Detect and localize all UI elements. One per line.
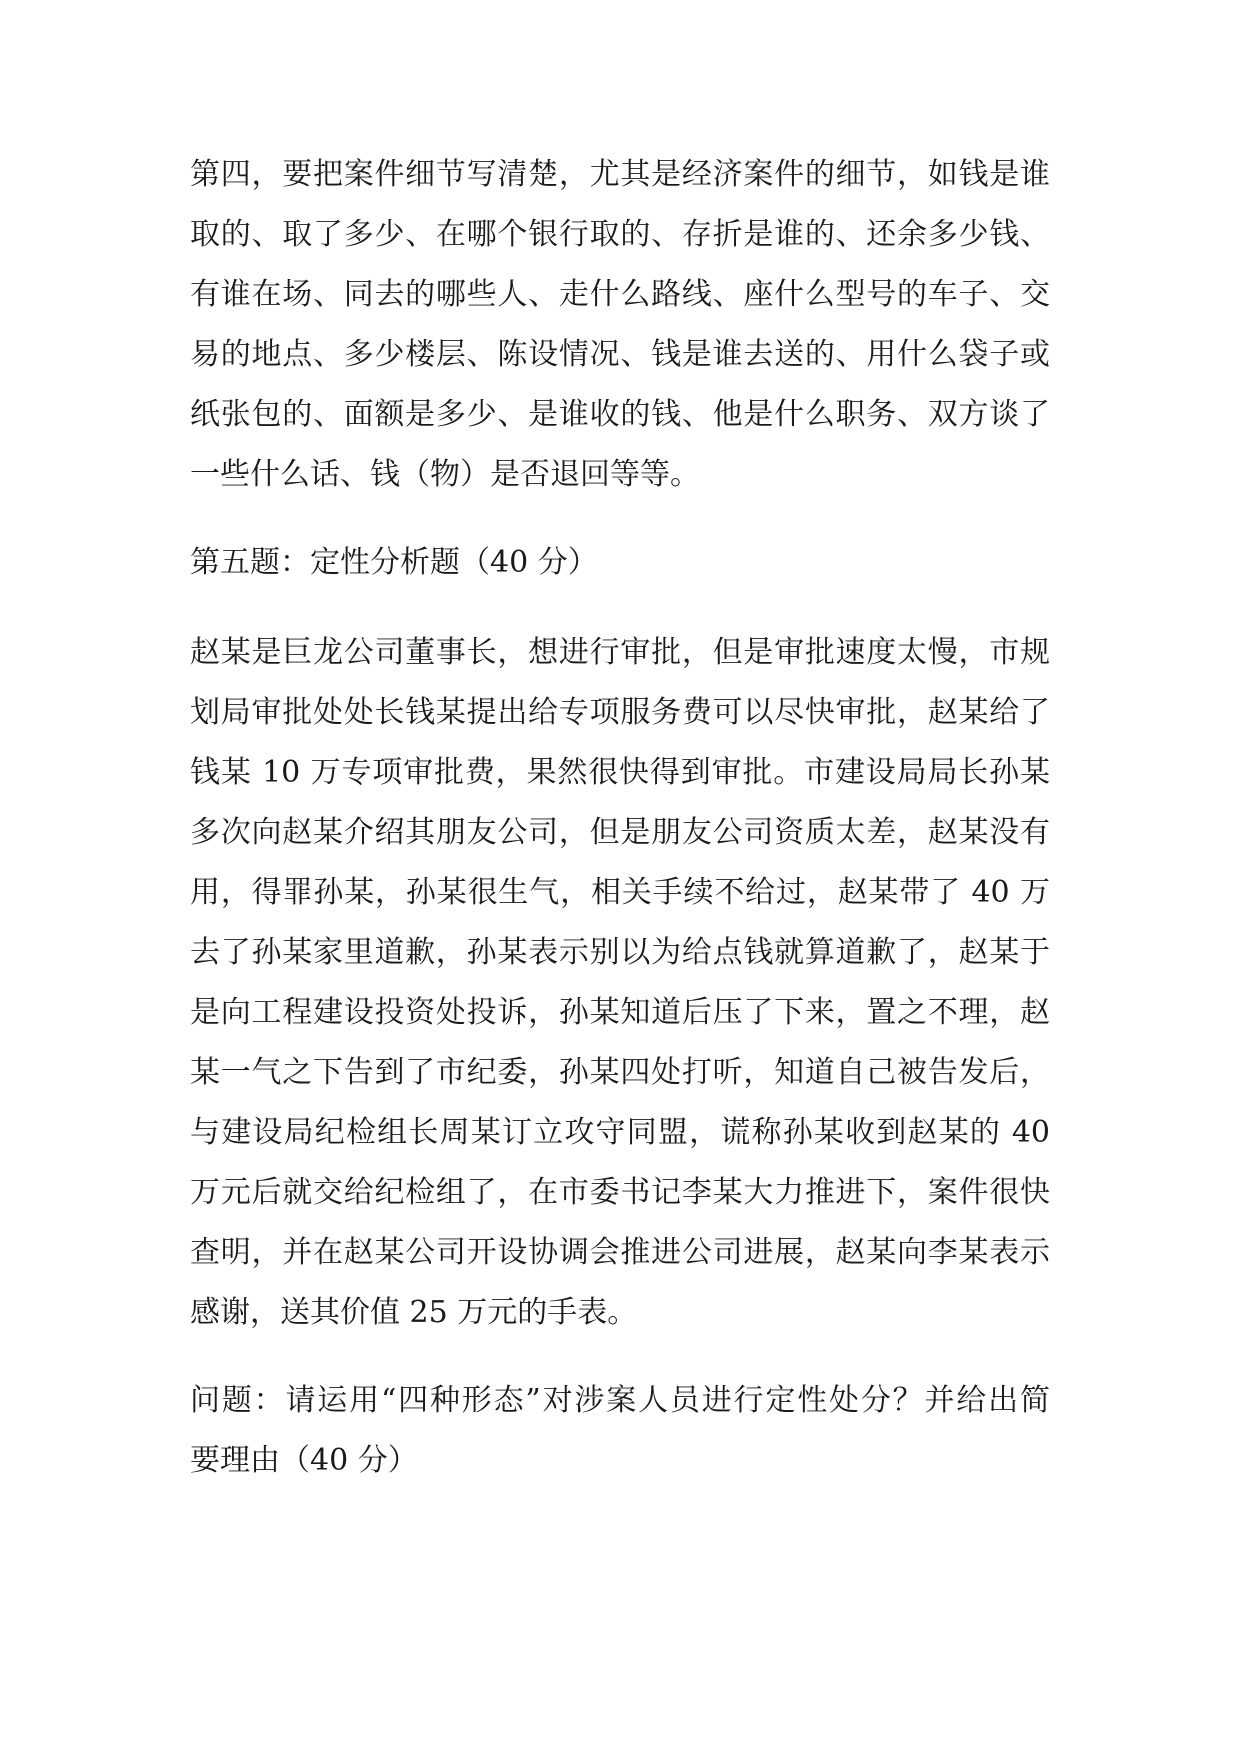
text-line: 万元后就交给纪检组了，在市委书记李某大力推进下，案件很快: [190, 1175, 1050, 1210]
text-line: 一些什么话、钱（物）是否退回等等。: [190, 457, 700, 492]
heading-text: 第五题：定性分析题（40 分）: [190, 545, 598, 580]
text-line: 感谢，送其价值 25 万元的手表。: [190, 1295, 638, 1330]
text-line: 易的地点、多少楼层、陈设情况、钱是谁去送的、用什么袋子或: [190, 337, 1050, 372]
text-line: 某一气之下告到了市纪委，孙某四处打听，知道自己被告发后，: [190, 1055, 1050, 1090]
text-line: 查明，并在赵某公司开设协调会推进公司进展，赵某向李某表示: [190, 1235, 1050, 1270]
text-line: 赵某是巨龙公司董事长，想进行审批，但是审批速度太慢，市规: [190, 635, 1050, 670]
text-line: 钱某 10 万专项审批费，果然很快得到审批。市建设局局长孙某: [190, 755, 1050, 790]
text-line: 有谁在场、同去的哪些人、走什么路线、座什么型号的车子、交: [190, 277, 1050, 312]
text-line: 取的、取了多少、在哪个银行取的、存折是谁的、还余多少钱、: [190, 217, 1050, 252]
text-line: 多次向赵某介绍其朋友公司，但是朋友公司资质太差，赵某没有: [190, 815, 1050, 850]
paragraph-case-description: [190, 623, 1050, 1343]
text-line: 去了孙某家里道歉，孙某表示别以为给点钱就算道歉了，赵某于: [190, 935, 1050, 970]
section-heading: [190, 533, 1050, 593]
text-line: 用，得罪孙某，孙某很生气，相关手续不给过，赵某带了 40 万: [190, 875, 1050, 910]
text-line: 纸张包的、面额是多少、是谁收的钱、他是什么职务、双方谈了: [190, 397, 1050, 432]
paragraph-question: [190, 1371, 1050, 1491]
text-line: 是向工程建设投资处投诉，孙某知道后压了下来，置之不理，赵: [190, 995, 1050, 1030]
text-line: 第四，要把案件细节写清楚，尤其是经济案件的细节，如钱是谁: [190, 157, 1050, 192]
text-line: 划局审批处处长钱某提出给专项服务费可以尽快审批，赵某给了: [190, 695, 1050, 730]
text-line: 与建设局纪检组长周某订立攻守同盟，谎称孙某收到赵某的 40: [190, 1115, 1050, 1150]
text-line: 要理由（40 分）: [190, 1443, 418, 1478]
paragraph-case-details: [190, 145, 1050, 505]
text-line: 问题：请运用“四种形态”对涉案人员进行定性处分？并给出简: [190, 1383, 1050, 1418]
document-page: [190, 145, 1050, 1491]
